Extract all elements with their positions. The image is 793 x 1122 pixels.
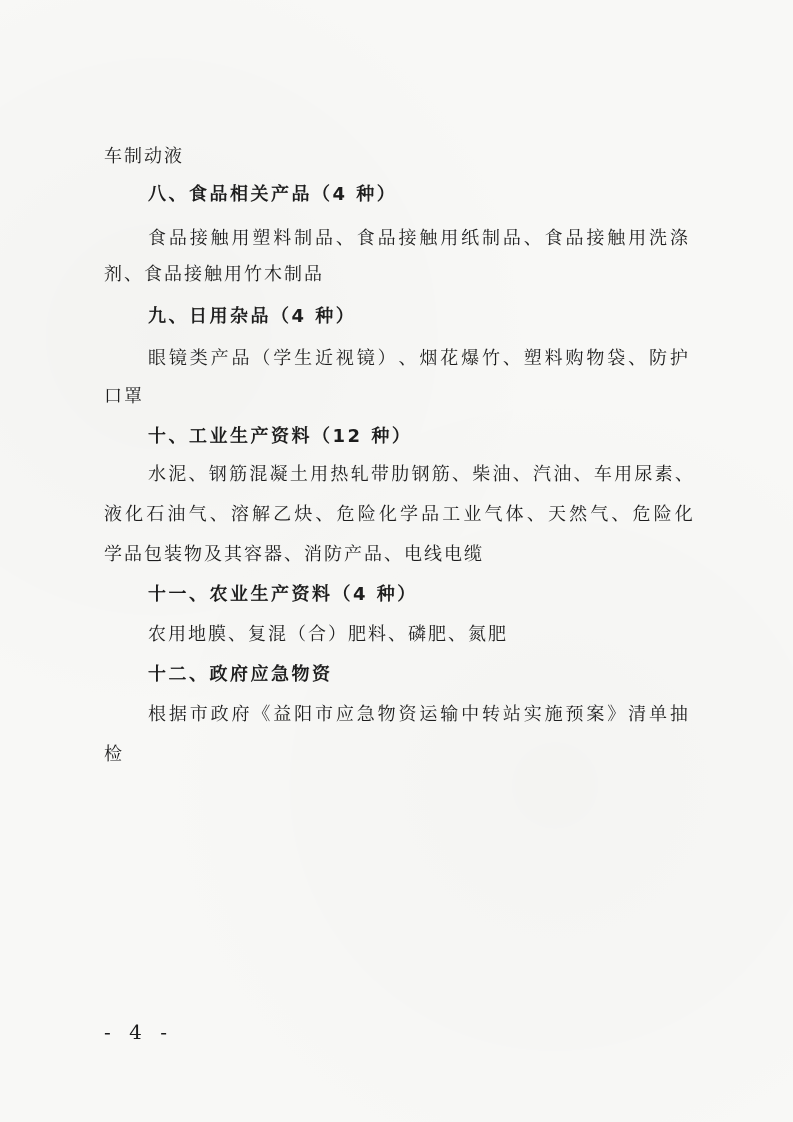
section-10-text-line-2: 液 化 石 油 气 、 溶 解 乙 炔 、 危 险 化 学 品 工 业 气 体 、 天 然 气 、 危 险 化 xyxy=(104,504,693,525)
section-8-text-line-1: 食 品 接 触 用 塑 料 制 品 、 食 品 接 触 用 纸 制 品 、 食 品 接 触 用 洗 涤 xyxy=(148,228,688,249)
section-heading-9: 九、日用杂品（4 种） xyxy=(148,306,357,327)
page-number: - 4 - xyxy=(104,1020,173,1044)
section-11-text-line-1: 农用地膜、复混（合）肥料、磷肥、氮肥 xyxy=(148,624,508,645)
section-9-text-line-1: 眼 镜 类 产 品 （ 学 生 近 视 镜 ） 、 烟 花 爆 竹 、 塑 料 购 物 袋 、 防 护 xyxy=(148,348,688,369)
section-heading-8: 八、食品相关产品（4 种） xyxy=(148,184,398,205)
section-12-text-line-2: 检 xyxy=(104,744,124,765)
section-heading-12: 十二、政府应急物资 xyxy=(148,664,333,685)
section-8-text-line-2: 剂、食品接触用竹木制品 xyxy=(104,264,324,285)
section-12-text-line-1: 根 据 市 政 府 《 益 阳 市 应 急 物 资 运 输 中 转 站 实 施 预 案 》 清 单 抽 xyxy=(148,704,688,725)
section-heading-11: 十一、农业生产资料（4 种） xyxy=(148,584,418,605)
section-9-text-line-2: 口罩 xyxy=(104,386,144,407)
continued-text-line: 车制动液 xyxy=(104,146,184,167)
section-10-text-line-1: 水 泥 、 钢 筋 混 凝 土 用 热 轧 带 肋 钢 筋 、 柴 油 、 汽 油 、 车 用 尿 素 、 xyxy=(148,464,693,485)
section-heading-10: 十、工业生产资料（12 种） xyxy=(148,426,413,447)
section-10-text-line-3: 学品包装物及其容器、消防产品、电线电缆 xyxy=(104,544,484,565)
